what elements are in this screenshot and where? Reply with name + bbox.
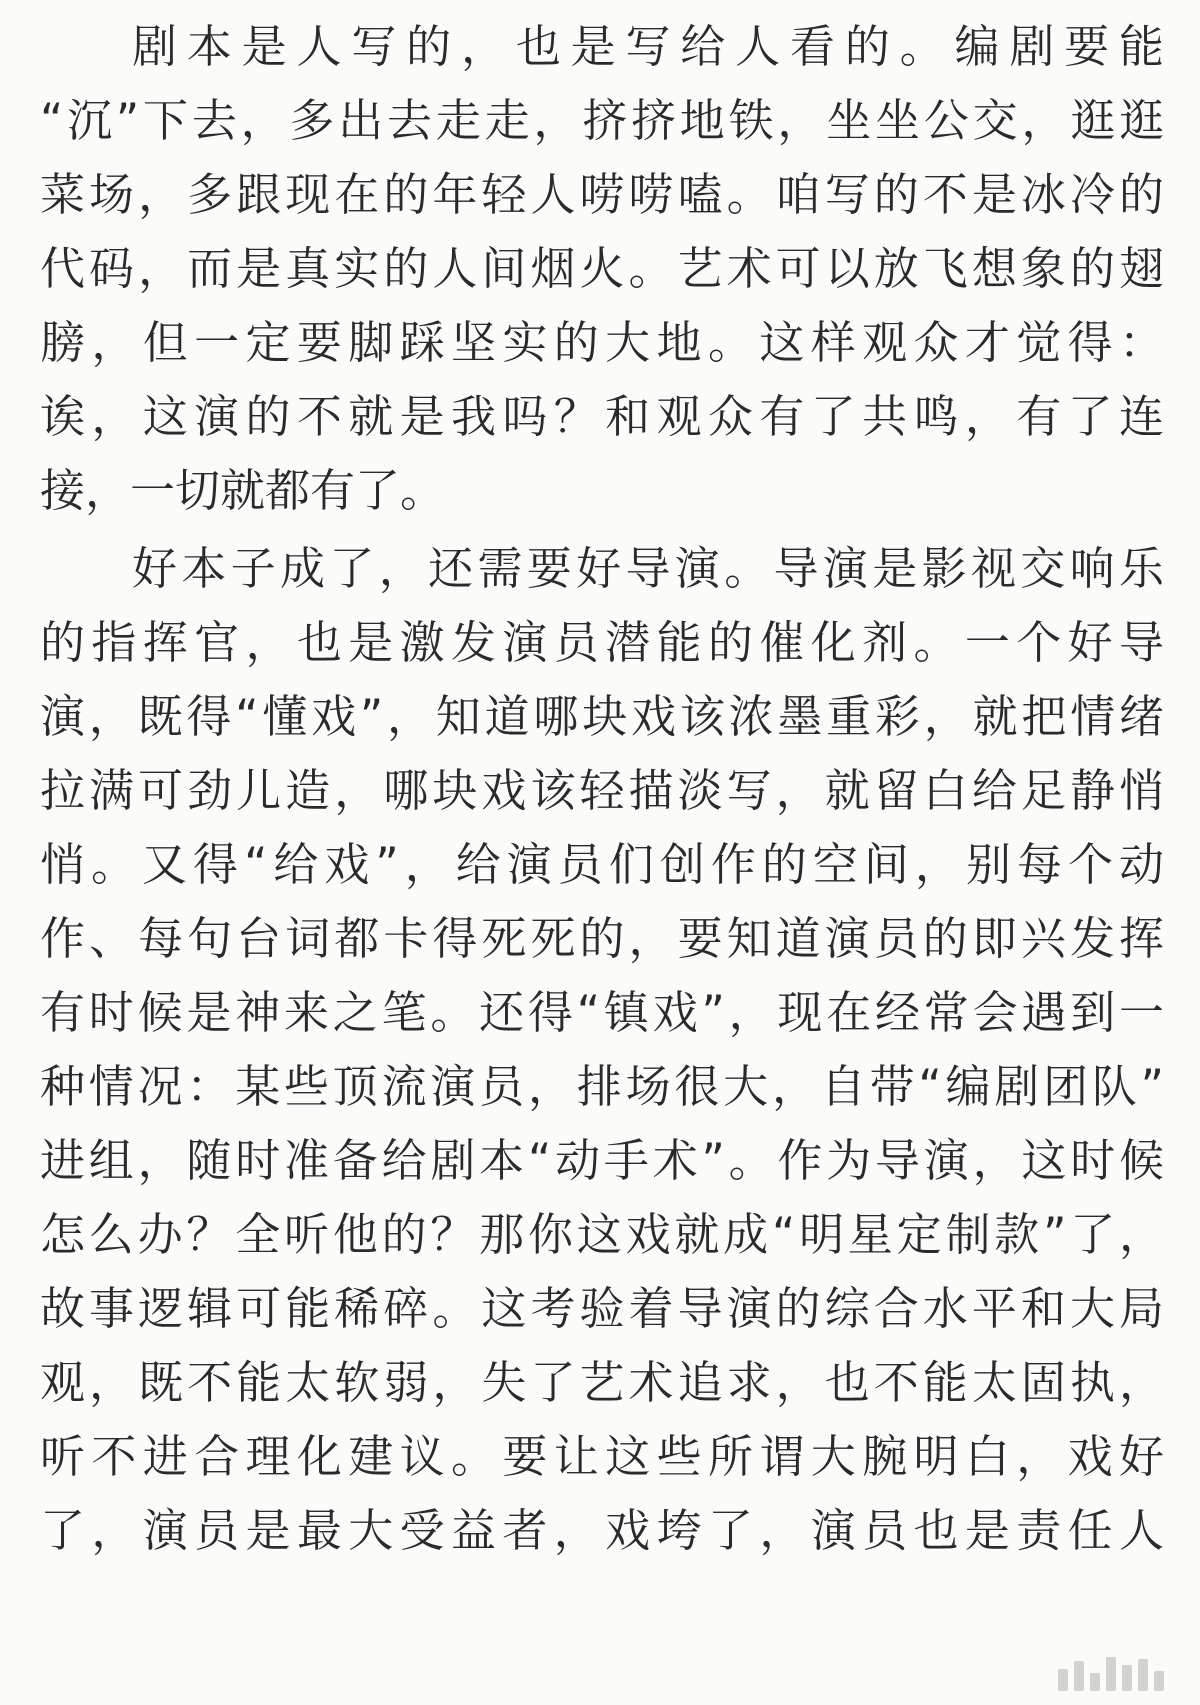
text-line: 剧本是人写的，也是写给人看的。编剧要能	[132, 20, 1164, 73]
watermark-icon	[1058, 1655, 1178, 1691]
text-line: 好本子成了，还需要好导演。导演是影视交响乐	[132, 542, 1164, 595]
text-line: 拉满可劲儿造，哪块戏该轻描淡写，就留白给足静悄	[40, 764, 1164, 817]
article-body	[40, 10, 1164, 1572]
text-line: 进组，随时准备给剧本“动手术”。作为导演，这时候	[40, 1134, 1164, 1187]
text-line: 诶，这演的不就是我吗？和观众有了共鸣，有了连	[40, 390, 1164, 443]
text-line: 演，既得“懂戏”，知道哪块戏该浓墨重彩，就把情绪	[40, 690, 1164, 743]
text-line: 作、每句台词都卡得死死的，要知道演员的即兴发挥	[40, 912, 1164, 965]
text-line: 代码，而是真实的人间烟火。艺术可以放飞想象的翅	[40, 242, 1164, 295]
text-line: 悄。又得“给戏”，给演员们创作的空间，别每个动	[40, 838, 1164, 891]
text-line: 菜场，多跟现在的年轻人唠唠嗑。咱写的不是冰冷的	[40, 168, 1164, 221]
text-line: 膀，但一定要脚踩坚实的大地。这样观众才觉得：	[40, 316, 1164, 369]
text-line: 故事逻辑可能稀碎。这考验着导演的综合水平和大局	[40, 1282, 1164, 1335]
text-line: 的指挥官，也是激发演员潜能的催化剂。一个好导	[40, 616, 1164, 669]
text-line: 怎么办？全听他的？那你这戏就成“明星定制款”了，	[40, 1208, 1164, 1261]
paragraph-1	[40, 10, 1164, 528]
text-line: 有时候是神来之笔。还得“镇戏”，现在经常会遇到一	[40, 986, 1164, 1039]
paragraph-2	[40, 532, 1164, 1568]
text-line: 种情况：某些顶流演员，排场很大，自带“编剧团队”	[40, 1060, 1164, 1113]
text-line: 了，演员是最大受益者，戏垮了，演员也是责任人	[40, 1504, 1164, 1557]
text-line: 接，一切就都有了。	[40, 464, 446, 517]
text-line: 听不进合理化建议。要让这些所谓大腕明白，戏好	[40, 1430, 1164, 1483]
text-line: 观，既不能太软弱，失了艺术追求，也不能太固执，	[40, 1356, 1164, 1409]
text-line: “沉”下去，多出去走走，挤挤地铁，坐坐公交，逛逛	[40, 94, 1164, 147]
